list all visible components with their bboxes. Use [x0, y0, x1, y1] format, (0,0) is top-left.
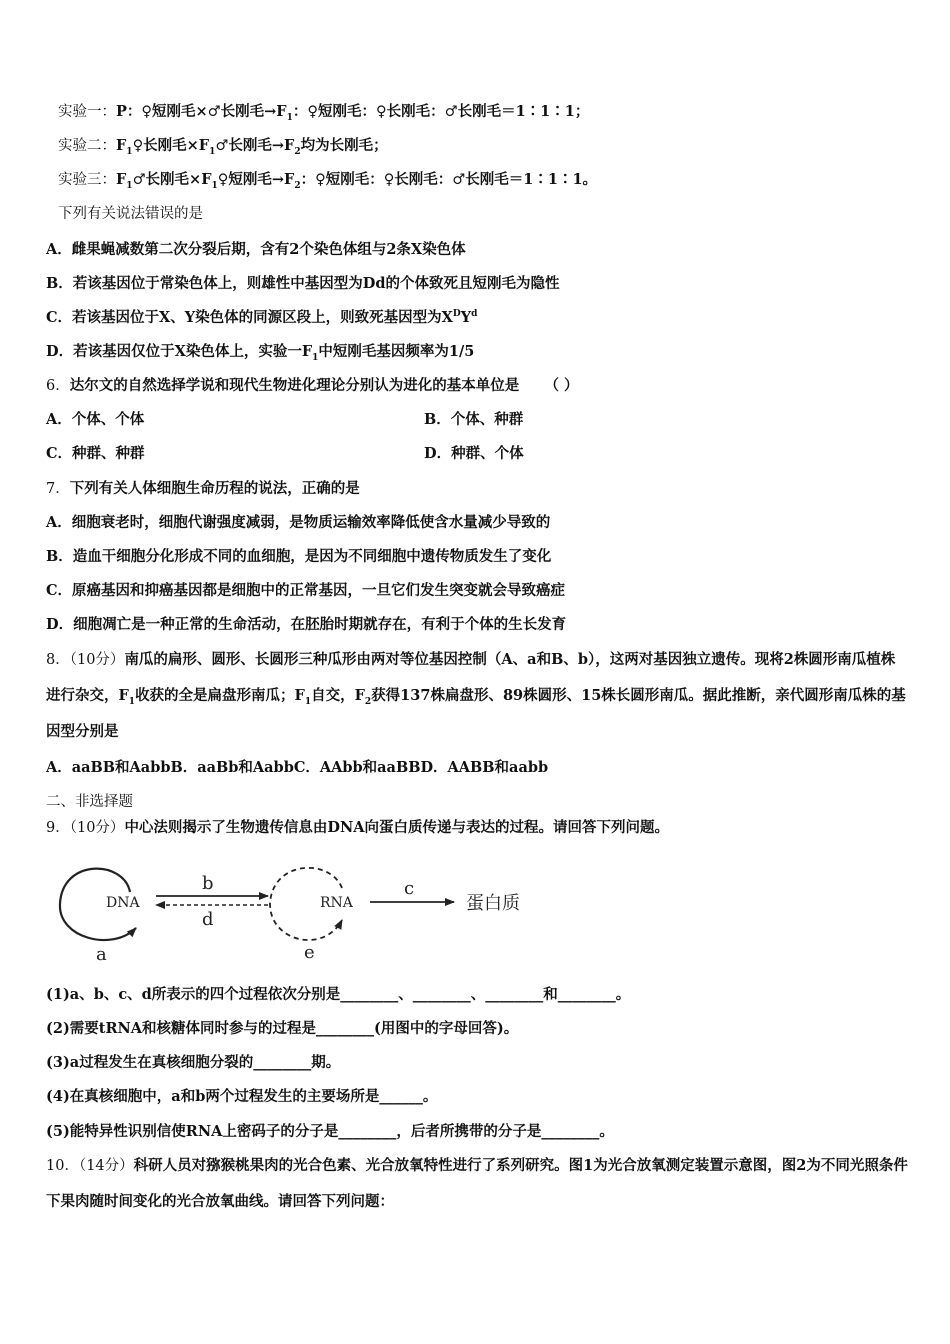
- q9-subquestion-3: (3)a过程发生在真核细胞分裂的________期。: [46, 1054, 341, 1071]
- q10-stem: 10．（14分）科研人员对猕猴桃果肉的光合色素、光合放氧特性进行了系列研究。图1为光合放氧测定装置示意图，图2为不同光照条件下果肉随时间变化的光合放氧曲线。请回答下列问题：: [46, 1157, 908, 1210]
- q6-option-a: A．个体、个体: [46, 411, 145, 428]
- q6-options-row-2: [46, 444, 906, 464]
- rna-label: RNA: [320, 895, 353, 911]
- experiment-1: 实验一：P：♀短刚毛×♂长刚毛$\to F_1$：♀短刚毛：♀长刚毛：♂长刚毛＝1∶1∶1；: [58, 103, 590, 123]
- q6-options-row-1: [46, 410, 906, 430]
- q6-option-d: D．种群、个体: [424, 445, 524, 462]
- q5-option-c: C．若该基因位于X、Y染色体的同源区段上，则致死基因型为$X^DY^d$: [46, 309, 478, 326]
- q8-options: A．aaBB和AabbB．aaBb和AabbC．AAbb和aaBBD．AABB和aabb: [46, 759, 549, 776]
- q8-stem: 8．（10分）南瓜的扁形、圆形、长圆形三种瓜形由两对等位基因控制（A、a和B、b），这两对基因独立遗传。现将2株圆形南瓜植株进行杂交，$F_1$收获的全是扁盘形南瓜；$F_1$自交，$F_2$获得137株扁盘形、89株圆形、15株长圆形南瓜。据此推断，亲代圆形南瓜株的基因型分别是: [46, 651, 906, 740]
- label-c: c: [404, 878, 415, 899]
- experiment-2: 实验二：$F_1♀$长刚毛$\times F_1♂$长刚毛$\to F_2$均为长刚毛；: [58, 137, 388, 157]
- central-dogma-diagram: [52, 856, 572, 968]
- q6-option-b: B．个体、种群: [424, 411, 524, 428]
- q9-subquestion-4: (4)在真核细胞中，a和b两个过程发生的主要场所是______。: [46, 1088, 438, 1105]
- q9-subquestion-2: (2)需要tRNA和核糖体同时参与的过程是________(用图中的字母回答)。: [46, 1020, 519, 1037]
- q5-prompt: 下列有关说法错误的是: [58, 206, 203, 222]
- label-e: e: [304, 942, 315, 963]
- experiment-3: 实验三：$F_1♂$长刚毛$\times F_1♀$短刚毛$\to F_2$：♀短刚毛：♀长刚毛：♂长刚毛＝1∶1∶1。: [58, 171, 598, 191]
- dna-label: DNA: [106, 895, 140, 911]
- section-heading: 二、非选择题: [46, 794, 133, 810]
- label-b: b: [202, 873, 214, 894]
- q9-subquestion-5: (5)能特异性识别信使RNA上密码子的分子是________，后者所携带的分子是________。: [46, 1123, 614, 1140]
- label-d: d: [202, 909, 214, 930]
- q6-option-c: C．种群、种群: [46, 445, 145, 462]
- q6-stem: 6．达尔文的自然选择学说和现代生物进化理论分别认为进化的基本单位是 （ ）: [46, 377, 579, 394]
- label-a: a: [96, 944, 107, 965]
- q5-option-b: B．若该基因位于常染色体上，则雄性中基因型为Dd的个体致死且短刚毛为隐性: [46, 275, 560, 292]
- q7-stem: 7．下列有关人体细胞生命历程的说法，正确的是: [46, 480, 360, 497]
- q5-option-d: D．若该基因仅位于X染色体上，实验一$F_1$中短刚毛基因频率为1/5: [46, 343, 475, 363]
- q9-subquestion-1: (1)a、b、c、d所表示的四个过程依次分别是________、________、________和________。: [46, 986, 631, 1003]
- q7-option-a: A．细胞衰老时，细胞代谢强度减弱，是物质运输效率降低使含水量减少导致的: [46, 514, 551, 531]
- q7-option-c: C．原癌基因和抑癌基因都是细胞中的正常基因，一旦它们发生突变就会导致癌症: [46, 582, 566, 599]
- q9-stem: 9．（10分）中心法则揭示了生物遗传信息由DNA向蛋白质传递与表达的过程。请回答下列问题。: [46, 819, 670, 836]
- q5-option-a: A．雌果蝇减数第二次分裂后期，含有2个染色体组与2条X染色体: [46, 241, 466, 258]
- protein-label: 蛋白质: [466, 893, 520, 914]
- q7-option-d: D．细胞凋亡是一种正常的生命活动，在胚胎时期就存在，有利于个体的生长发育: [46, 616, 567, 633]
- q7-option-b: B．造血干细胞分化形成不同的血细胞，是因为不同细胞中遗传物质发生了变化: [46, 548, 552, 565]
